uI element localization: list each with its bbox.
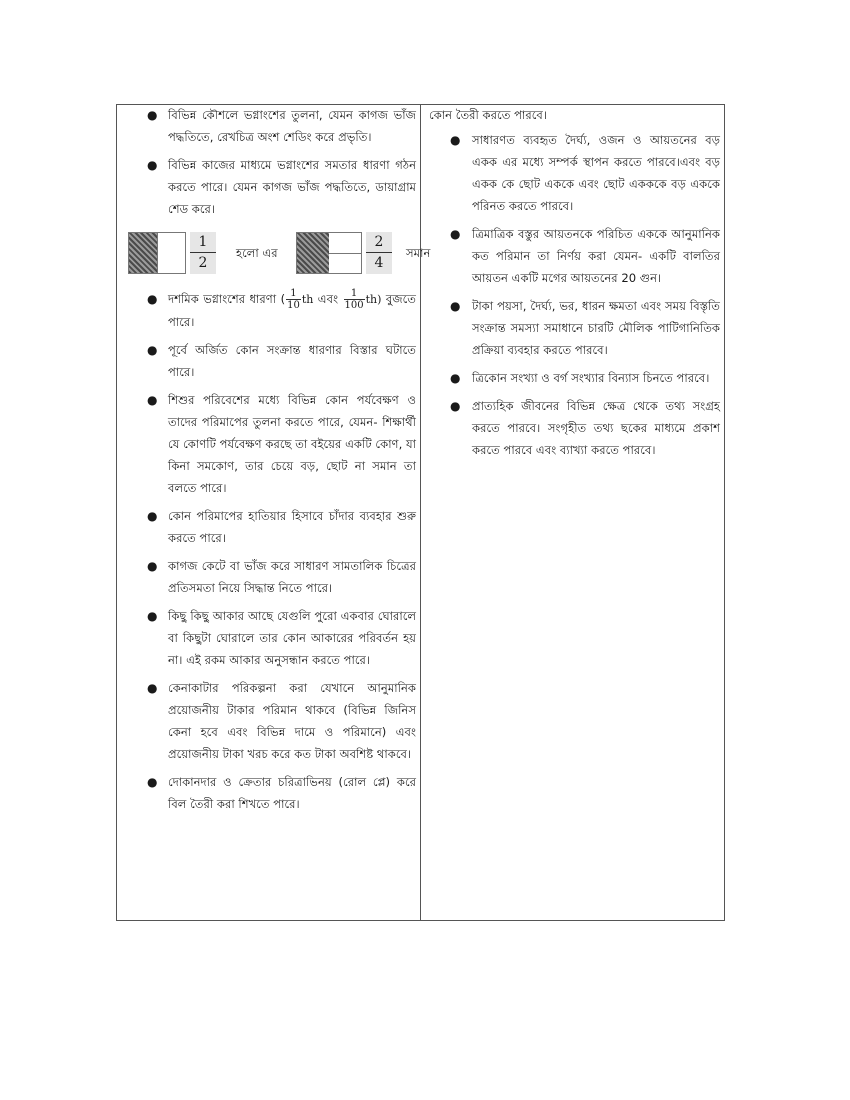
bullet-icon: ● — [147, 775, 158, 789]
bullet-icon: ● — [450, 399, 461, 413]
fraction-two-fourths: 2 4 — [366, 232, 392, 274]
shaded-part — [129, 233, 157, 273]
list-item-decimal: ● দশমিক ভগ্নাংশের ধারণা ( $\frac{1}{10}$ th এবং $\frac{1}{100}$ th) বুজতে পারে। — [147, 288, 417, 329]
fraction-one-tenth: $\frac{1}{10}$ — [287, 288, 300, 311]
list-item: ● ত্রিকোন সংখ্যা ও বর্গ সংখ্যার বিন্যাস চিনতে পারবে। — [424, 367, 720, 389]
column-divider — [420, 104, 421, 921]
list-item: ● প্রাত্যহিক জীবনের বিভিন্ন ক্ষেত্র থেকে তথ্য সংগ্রহ করতে পারবে। সংগৃহীত তথ্য ছকের মাধ্যমে প্রকাশ করতে পারবে এবং ব্যাখ্যা করতে পারবে। — [424, 395, 720, 461]
divider-line — [157, 233, 158, 273]
quarters-shaded-rectangle — [296, 232, 362, 274]
list-item: ● কোন পরিমাপের হাতিয়ার হিসাবে চাঁদার ব্যবহার শুরু করতে পারে। — [140, 505, 416, 549]
list-item: ● কিছু কিছু আকার আছে যেগুলি পুরো একবার ঘোরালে বা কিছুটা ঘোরালে তার কোন আকারের পরিবর্তন হয় না। এই রকম আকার অনুসন্ধান করতে পারে। — [140, 605, 416, 671]
list-item: ● বিভিন্ন কৌশলে ভগ্নাংশের তুলনা, যেমন কাগজ ভাঁজ পদ্ধতিতে, রেখচিত্র অংশ শেডিং করে প্রভৃতি। — [140, 104, 416, 148]
bullet-icon: ● — [147, 509, 158, 523]
bullet-icon: ● — [147, 393, 158, 407]
divider-line — [329, 253, 361, 254]
bullet-icon: ● — [450, 133, 461, 147]
right-bullet-list — [424, 129, 720, 461]
list-item: ● দোকানদার ও ক্রেতার চরিত্রাভিনয় (রোল প্লে) করে বিল তৈরী করা শিখতে পারে। — [140, 771, 416, 815]
bullet-icon: ● — [147, 609, 158, 623]
suffix-text: সমান — [406, 246, 431, 260]
fraction-one-half: 1 2 — [190, 232, 216, 274]
bullet-icon: ● — [147, 559, 158, 573]
left-column — [140, 104, 431, 821]
list-item: ● কেনাকাটার পরিকল্পনা করা যেখানে আনুমানিক প্রয়োজনীয় টাকার পরিমান থাকবে (বিভিন্ন জিনিস কেনা হবে এবং বিভিন্ন দামে ও পরিমানে) এবং প্রয়োজনীয় টাকা খরচ করে কত টাকা অবশিষ্ট থাকবে। — [140, 677, 416, 765]
bullet-icon: ● — [147, 108, 158, 122]
bullet-icon: ● — [147, 681, 158, 695]
list-item: ● সাধারণত ব্যবহৃত দৈর্ঘ্য, ওজন ও আয়তনের বড় একক এর মধ্যে সম্পর্ক স্থাপন করতে পারবে।এবং বড় একক কে ছোট এককে এবং ছোট একককে বড় এককে পরিনত করতে পারবে। — [424, 129, 720, 217]
list-item: ● শিশুর পরিবেশের মধ্যে বিভিন্ন কোন পর্যবেক্ষণ ও তাদের পরিমাপের তুলনা করতে পারে, যেমন- শিক্ষার্থী যে কোণটি পর্যবেক্ষণ করছে তা বইয়ের একটি কোণ, যা কিনা সমকোণ, তার চেয়ে বড়, ছোট না সমান তা বলতে পারে। — [140, 389, 416, 499]
left-bullet-list — [140, 104, 416, 220]
bullet-icon: ● — [450, 227, 461, 241]
bullet-icon: ● — [450, 299, 461, 313]
shaded-part — [297, 233, 329, 273]
bullet-icon: ● — [147, 292, 158, 306]
half-shaded-rectangle — [128, 232, 186, 274]
list-item: ● পূর্বে অর্জিত কোন সংক্রান্ত ধারণার বিস্তার ঘটাতে পারে। — [140, 339, 416, 383]
list-item: ● টাকা পয়সা, দৈর্ঘ্য, ভর, ধারন ক্ষমতা এবং সময় বিস্তৃতি সংক্রান্ত সমস্যা সমাধানে চারটি মৌলিক পাটিগানিতিক প্রক্রিয়া ব্যবহার করতে পারবে। — [424, 295, 720, 361]
bullet-icon: ● — [147, 158, 158, 172]
left-bullet-list-continued — [140, 288, 416, 815]
list-item: ● ত্রিমাত্রিক বস্তুর আয়তনকে পরিচিত এককে আনুমানিক কত পরিমান তা নির্ণয় করা যেমন- একটি বালতির আয়তন একটি মগের আয়তনের 20 গুন। — [424, 223, 720, 289]
connector-text: হলো এর — [236, 246, 278, 260]
list-item: ● কাগজ কেটে বা ভাঁজ করে সাধারণ সামতালিক চিত্রের প্রতিসমতা নিয়ে সিদ্ধান্ত নিতে পারে। — [140, 555, 416, 599]
bullet-icon: ● — [450, 371, 461, 385]
right-column — [424, 104, 720, 467]
list-item: ● বিভিন্ন কাজের মাধ্যমে ভগ্নাংশের সমতার ধারণা গঠন করতে পারে। যেমন কাগজ ভাঁজ পদ্ধতিতে, ডায়াগ্রাম শেড করে। — [140, 154, 416, 220]
bullet-icon: ● — [147, 343, 158, 357]
fraction-one-hundredth: $\frac{1}{100}$ — [344, 288, 364, 311]
carry-over-text: কোন তৈরী করতে পারবে। — [429, 108, 547, 122]
fraction-equivalence-example — [128, 228, 431, 278]
